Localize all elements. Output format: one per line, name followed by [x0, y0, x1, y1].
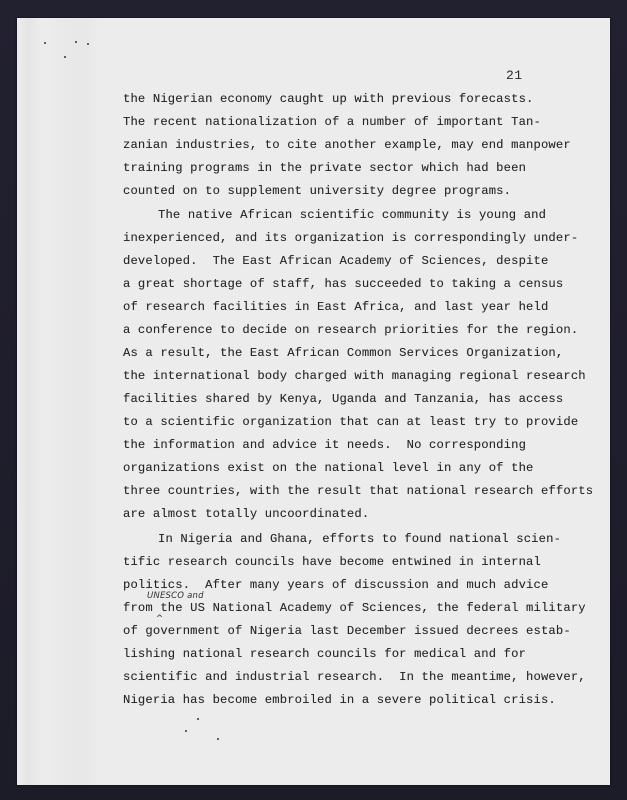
ink-speck [197, 718, 199, 720]
text-line: of research facilities in East Africa, and last year held [123, 300, 549, 314]
text-line: organizations exist on the national level in any of the [123, 461, 534, 475]
text-line: developed. The East African Academy of Sciences, despite [123, 254, 549, 268]
insertion-caret-mark: ^ [156, 614, 164, 624]
ink-speck [87, 43, 89, 45]
text-line: As a result, the East African Common Services Organization, [123, 346, 564, 360]
text-line: are almost totally uncoordinated. [123, 507, 370, 521]
text-line: to a scientific organization that can at least try to provide [123, 415, 579, 429]
ink-speck [64, 56, 66, 58]
text-line: lishing national research councils for medical and for [123, 647, 527, 661]
text-line: facilities shared by Kenya, Uganda and Tanzania, has access [123, 392, 564, 406]
text-line: zanian industries, to cite another example, may end manpower [123, 138, 571, 152]
text-line: counted on to supplement university degree programs. [123, 184, 512, 198]
text-line: from the US National Academy of Sciences, the federal military [123, 601, 586, 615]
ink-speck [44, 42, 46, 44]
ink-speck [75, 41, 77, 43]
text-line: the information and advice it needs. No corresponding [123, 438, 527, 452]
text-line: The native African scientific community is young and [158, 208, 547, 222]
text-line: The recent nationalization of a number of important Tan- [123, 115, 541, 129]
text-line: three countries, with the result that national research efforts [123, 484, 594, 498]
text-line: tific research councils have become entwined in internal [123, 555, 541, 569]
text-line: the Nigerian economy caught up with previous forecasts. [123, 92, 534, 106]
ink-speck [217, 738, 219, 740]
text-line: a great shortage of staff, has succeeded to taking a census [123, 277, 564, 291]
text-line: the international body charged with managing regional research [123, 369, 586, 383]
text-line: scientific and industrial research. In the meantime, however, [123, 670, 586, 684]
text-line: inexperienced, and its organization is correspondingly under- [123, 231, 579, 245]
page-number: 21 [506, 68, 523, 83]
handwritten-insertion: UNESCO and [147, 591, 204, 601]
text-line: Nigeria has become embroiled in a severe political crisis. [123, 693, 556, 707]
text-line: a conference to decide on research priorities for the region. [123, 323, 579, 337]
text-line: of government of Nigeria last December issued decrees estab- [123, 624, 571, 638]
text-line: In Nigeria and Ghana, efforts to found national scien- [158, 532, 562, 546]
ink-speck [185, 730, 187, 732]
text-line: training programs in the private sector which had been [123, 161, 527, 175]
text-line: politics. After many years of discussion and much advice [123, 578, 549, 592]
